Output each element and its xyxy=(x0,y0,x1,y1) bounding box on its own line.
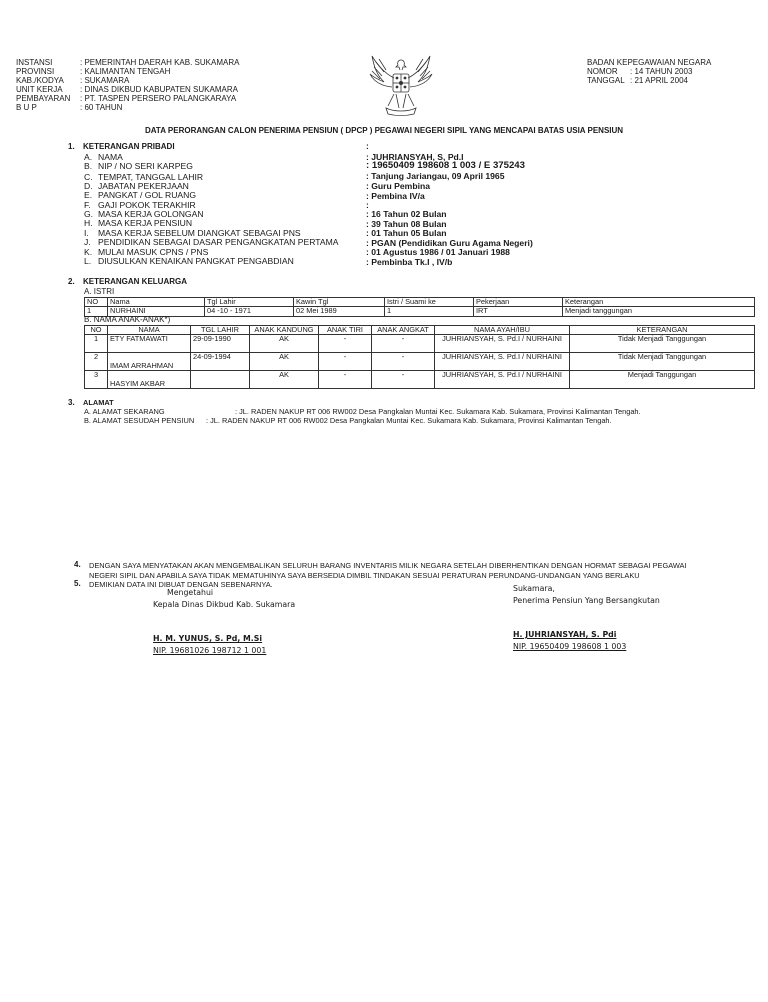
signature-right-title: Penerima Pensiun Yang Bersangkutan xyxy=(513,596,660,605)
personal-value-e: : Pembina IV/a xyxy=(366,191,425,201)
personal-label-d: D. JABATAN PEKERJAAN xyxy=(84,181,189,191)
istri-cell-istri-ke: 1 xyxy=(385,307,474,316)
section3-number: 3. xyxy=(68,398,75,407)
personal-label-i: I. MASA KERJA SEBELUM DIANGKAT SEBAGAI PNS xyxy=(84,228,301,238)
anak-cell-tgl-lahir: 24-09-1994 xyxy=(191,353,250,371)
personal-value-g: : 16 Tahun 02 Bulan xyxy=(366,209,447,219)
table-row xyxy=(85,335,755,353)
document-title: DATA PERORANGAN CALON PENERIMA PENSIUN ( DPCP ) PEGAWAI NEGERI SIPIL YANG MENCAPAI BATAS USIA PENSIUN xyxy=(144,126,624,135)
istri-cell-no: 1 xyxy=(85,307,108,316)
anak-cell-no: 2 xyxy=(85,353,108,371)
alamat-pensiun-value: : JL. RADEN NAKUP RT 006 RW002 Desa Pangkalan Muntai Kec. Sukamara Kab. Sukamara, Provinsi Kalimantan Tengah. xyxy=(206,416,612,425)
istri-cell-tgl-lahir: 04 -10 - 1971 xyxy=(205,307,294,316)
signature-left-knowing: Mengetahui xyxy=(167,588,214,597)
personal-label-f: F. GAJI POKOK TERAKHIR xyxy=(84,200,196,210)
anak-cell-nama-ayah-ibu: JUHRIANSYAH, S. Pd.I / NURHAINI xyxy=(435,371,570,389)
signature-left-title: Kepala Dinas Dikbud Kab. Sukamara xyxy=(153,600,296,609)
anak-cell-nama: IMAM ARRAHMAN xyxy=(108,353,191,371)
anak-cell-anak-kandung: AK xyxy=(250,371,319,389)
table-row xyxy=(85,371,755,389)
alamat-sekarang-label: A. ALAMAT SEKARANG xyxy=(84,407,165,416)
anak-cell-keterangan: Tidak Menjadi Tanggungan xyxy=(570,353,755,371)
alamat-sekarang-value: : JL. RADEN NAKUP RT 006 RW002 Desa Pangkalan Muntai Kec. Sukamara Kab. Sukamara, Provinsi Kalimantan Tengah. xyxy=(235,407,641,416)
istri-header-tgl-lahir: Tgl Lahir xyxy=(205,298,294,307)
anak-cell-nama: ETY FATMAWATI xyxy=(108,335,191,353)
anak-cell-keterangan: Menjadi Tanggungan xyxy=(570,371,755,389)
table-row xyxy=(85,307,755,316)
anak-header-tgl-lahir: TGL LAHIR xyxy=(191,326,250,335)
personal-value-a: : JUHRIANSYAH, S, Pd.I xyxy=(366,152,464,162)
anak-cell-keterangan: Tidak Menjadi Tanggungan xyxy=(570,335,755,353)
alamat-pensiun-label: B. ALAMAT SESUDAH PENSIUN xyxy=(84,416,195,425)
istri-table xyxy=(84,297,755,317)
anak-cell-no: 3 xyxy=(85,371,108,389)
anak-cell-anak-angkat: - xyxy=(372,335,435,353)
istri-label: A. ISTRI xyxy=(84,287,115,296)
anak-header-nama-ayah-ibu: NAMA AYAH/IBU xyxy=(435,326,570,335)
header-row-unit-kerja: UNIT KERJA : DINAS DIKBUD KABUPATEN SUKAMARA xyxy=(16,85,238,94)
personal-label-k: K. MULAI MASUK CPNS / PNS xyxy=(84,247,209,257)
signature-right-place: Sukamara, xyxy=(513,584,555,593)
section1-heading-colon: : xyxy=(366,141,369,151)
statement-line-1: DENGAN SAYA MENYATAKAN AKAN MENGEMBALIKAN SELURUH BARANG INVENTARIS MILIK NEGARA SETELAH DIBERHENTIKAN DENGAN HORMAT SEBAGAI PEGAWAI xyxy=(89,561,687,570)
table-row xyxy=(85,353,755,371)
anak-cell-anak-tiri: - xyxy=(319,335,372,353)
section2-number: 2. xyxy=(68,277,75,286)
section2-heading: KETERANGAN KELUARGA xyxy=(83,277,187,286)
personal-value-d: : Guru Pembina xyxy=(366,181,430,191)
istri-cell-kawin-tgl: 02 Mei 1989 xyxy=(294,307,385,316)
anak-table xyxy=(84,325,755,389)
personal-label-a: A. NAMA xyxy=(84,152,123,162)
anak-label: B. NAMA ANAK-ANAK*) xyxy=(84,315,171,324)
anak-cell-anak-angkat: - xyxy=(372,371,435,389)
section3-heading: ALAMAT xyxy=(83,398,114,407)
personal-value-i: : 01 Tahun 05 Bulan xyxy=(366,228,447,238)
istri-header-keterangan: Keterangan xyxy=(563,298,755,307)
personal-label-b: B. NIP / NO SERI KARPEG xyxy=(84,161,193,171)
istri-cell-keterangan: Menjadi tanggungan xyxy=(563,307,755,316)
statement-line-2: NEGERI SIPIL DAN APABILA SAYA TIDAK MEMATUHINYA SAYA BERSEDIA DIMBIL TINDAKAN SESUAI PERATURAN PERUNDANG-UNDANGAN YANG BERLAKU xyxy=(89,571,640,580)
anak-cell-nama-ayah-ibu: JUHRIANSYAH, S. Pd.I / NURHAINI xyxy=(435,335,570,353)
personal-label-g: G. MASA KERJA GOLONGAN xyxy=(84,209,204,219)
anak-cell-anak-tiri: - xyxy=(319,353,372,371)
istri-header-nama: Nama xyxy=(108,298,205,307)
personal-label-j: J. PENDIDIKAN SEBAGAI DASAR PENGANGKATAN PERTAMA xyxy=(84,237,339,247)
header-row-kabkodya: KAB./KODYA : SUKAMARA xyxy=(16,76,130,85)
anak-header-anak-kandung: ANAK KANDUNG xyxy=(250,326,319,335)
anak-cell-nama: HASYIM AKBAR xyxy=(108,371,191,389)
anak-header-nama: NAMA xyxy=(108,326,191,335)
closing-statement: DEMIKIAN DATA INI DIBUAT DENGAN SEBENARNYA. xyxy=(89,580,273,589)
personal-label-e: E. PANGKAT / GOL RUANG xyxy=(84,190,197,200)
istri-header-kawin-tgl: Kawin Tgl xyxy=(294,298,385,307)
anak-cell-anak-angkat: - xyxy=(372,353,435,371)
personal-label-h: H. MASA KERJA PENSIUN xyxy=(84,218,193,228)
section4-number: 4. xyxy=(74,560,81,569)
anak-cell-anak-tiri: - xyxy=(319,371,372,389)
personal-value-f: : xyxy=(366,200,369,210)
personal-value-l: : Pembinba Tk.I , IV/b xyxy=(366,257,453,267)
istri-cell-pekerjaan: IRT xyxy=(474,307,563,316)
personal-value-h: : 39 Tahun 08 Bulan xyxy=(366,219,447,229)
anak-cell-anak-kandung: AK xyxy=(250,335,319,353)
anak-cell-anak-kandung: AK xyxy=(250,353,319,371)
personal-value-j: : PGAN (Pendidikan Guru Agama Negeri) xyxy=(366,238,533,248)
istri-header-istri-ke: Istri / Suami ke xyxy=(385,298,474,307)
header-right-tanggal: TANGGAL : 21 APRIL 2004 xyxy=(587,76,688,85)
header-right-nomor: NOMOR : 14 TAHUN 2003 xyxy=(587,67,693,76)
signature-left-name: H. M. YUNUS, S. Pd, M.Si xyxy=(153,634,263,643)
istri-header-no: NO xyxy=(85,298,108,307)
signature-right-nip: NIP. 19650409 198608 1 003 xyxy=(513,642,627,651)
header-row-bup: B U P : 60 TAHUN xyxy=(16,103,123,112)
header-row-provinsi: PROVINSI : KALIMANTAN TENGAH xyxy=(16,67,171,76)
istri-header-pekerjaan: Pekerjaan xyxy=(474,298,563,307)
personal-label-c: C. TEMPAT, TANGGAL LAHIR xyxy=(84,172,204,182)
section1-number: 1. xyxy=(68,142,75,151)
header-right-agency: BADAN KEPEGAWAIAN NEGARA xyxy=(587,58,712,67)
section5-number: 5. xyxy=(74,579,81,588)
signature-left-nip: NIP. 19681026 198712 1 001 xyxy=(153,646,267,655)
anak-cell-nama-ayah-ibu: JUHRIANSYAH, S. Pd.I / NURHAINI xyxy=(435,353,570,371)
section1-heading: KETERANGAN PRIBADI xyxy=(83,142,175,151)
istri-cell-nama: NURHAINI xyxy=(108,307,205,316)
header-row-instansi: INSTANSI : PEMERINTAH DAERAH KAB. SUKAMARA xyxy=(16,58,240,67)
header-row-pembayaran: PEMBAYARAN : PT. TASPEN PERSERO PALANGKARAYA xyxy=(16,94,237,103)
signature-right-name: H. JUHRIANSYAH, S. Pdi xyxy=(513,630,617,639)
anak-cell-tgl-lahir xyxy=(191,371,250,389)
anak-cell-tgl-lahir: 29-09-1990 xyxy=(191,335,250,353)
personal-value-c: : Tanjung Jariangau, 09 April 1965 xyxy=(366,171,505,181)
garuda-emblem-icon xyxy=(366,54,436,118)
anak-header-anak-tiri: ANAK TIRI xyxy=(319,326,372,335)
personal-label-l: L. DIUSULKAN KENAIKAN PANGKAT PENGABDIAN xyxy=(84,256,294,266)
istri-table-header xyxy=(85,298,755,307)
anak-header-keterangan: KETERANGAN xyxy=(570,326,755,335)
personal-value-k: : 01 Agustus 1986 / 01 Januari 1988 xyxy=(366,247,510,257)
personal-value-b: : 19650409 198608 1 003 / E 375243 xyxy=(366,160,525,171)
anak-cell-no: 1 xyxy=(85,335,108,353)
anak-header-no: NO xyxy=(85,326,108,335)
anak-header-anak-angkat: ANAK ANGKAT xyxy=(372,326,435,335)
